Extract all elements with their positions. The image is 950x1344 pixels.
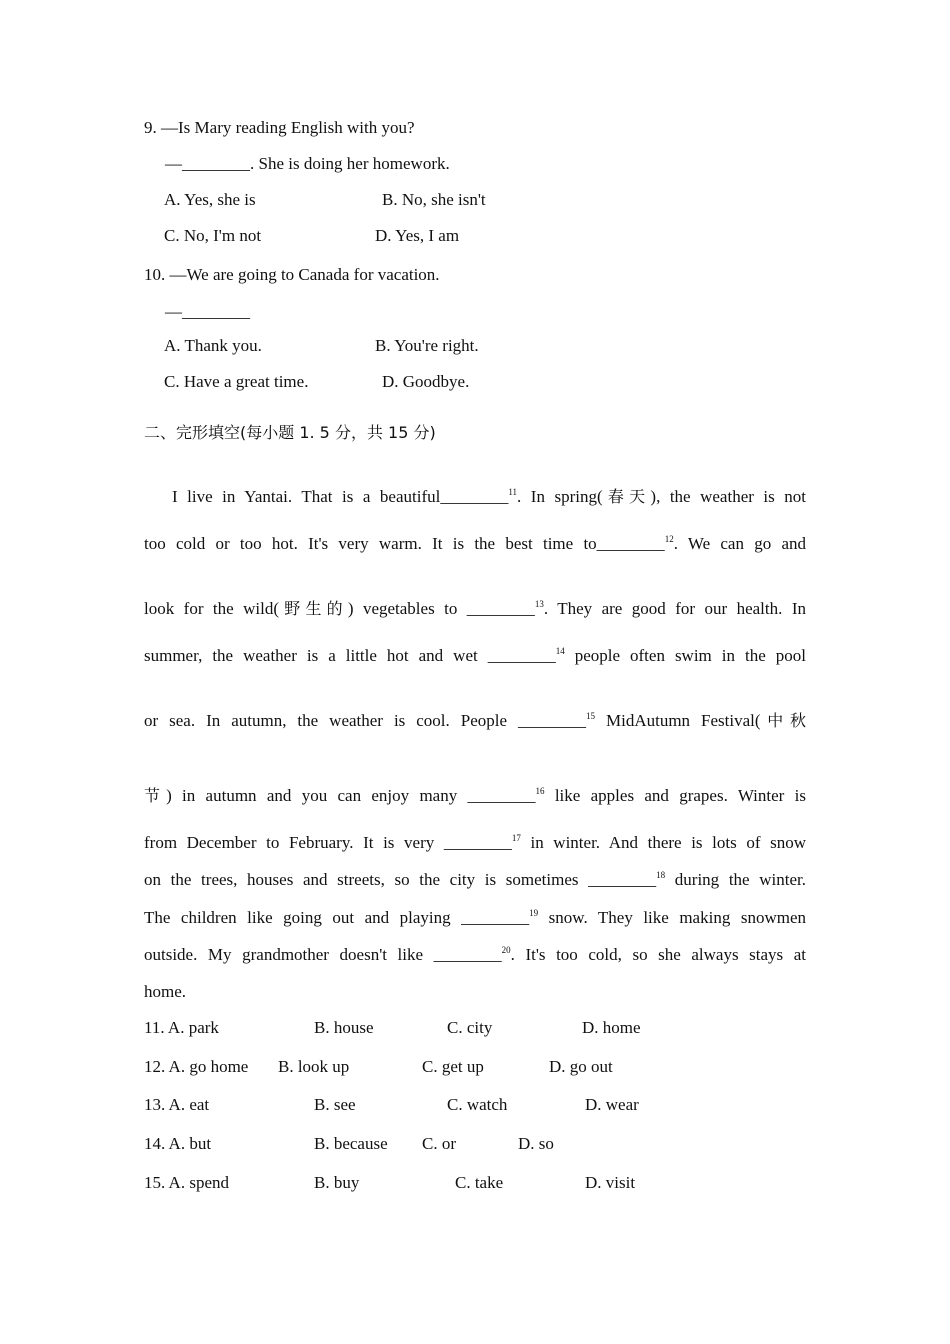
passage-line-7	[144, 832, 806, 854]
choice-13-b: B. see	[314, 1095, 356, 1114]
blank-number-11: 11	[508, 487, 518, 497]
choice-15-a: 15. A. spend	[144, 1173, 229, 1192]
question-10-answer-line: —________	[165, 302, 250, 321]
choice-12-a: 12. A. go home	[144, 1057, 249, 1076]
chinese-gloss: 野生的	[279, 599, 348, 618]
passage-text: or sea. In autumn, the weather is cool. People ________	[144, 711, 587, 730]
passage-line-8	[144, 869, 806, 891]
passage-line-5	[144, 710, 806, 732]
chinese-gloss: 春天	[602, 487, 651, 506]
choice-14-b: B. because	[314, 1134, 388, 1153]
blank-number-20: 20	[501, 945, 511, 955]
passage-text: people often swim in the pool	[564, 646, 806, 665]
blank-number-16: 16	[535, 786, 545, 796]
passage-text: ), the weather is not	[650, 487, 806, 506]
passage-line-9	[144, 907, 806, 929]
chinese-gloss: 中秋	[760, 711, 806, 730]
question-10-option-b: B. You're right.	[375, 336, 479, 355]
blank-number-19: 19	[529, 908, 539, 918]
question-10-prompt: 10. —We are going to Canada for vacation.	[144, 265, 440, 284]
passage-text: on the trees, houses and streets, so the city is sometimes ________	[144, 870, 657, 889]
passage-line-4	[144, 645, 806, 667]
question-10-option-c: C. Have a great time.	[164, 372, 309, 391]
choice-11-b: B. house	[314, 1018, 374, 1037]
choice-11-c: C. city	[447, 1018, 493, 1037]
choice-12-d: D. go out	[549, 1057, 613, 1076]
passage-text: in winter. And there is lots of snow	[520, 833, 807, 852]
passage-text: MidAutumn Festival(	[595, 711, 761, 730]
choice-14-d: D. so	[518, 1134, 554, 1153]
section-2-heading: 二、完形填空(每小题 1. 5 分，共 15 分)	[144, 423, 436, 442]
choice-14-a: 14. A. but	[144, 1134, 212, 1153]
choice-14-c: C. or	[422, 1134, 456, 1153]
passage-text: . It's too cold, so she always stays at	[510, 945, 806, 964]
passage-line-11	[144, 981, 806, 1003]
passage-line-6	[144, 785, 806, 807]
passage-text: home.	[144, 982, 187, 1001]
choice-13-a: 13. A. eat	[144, 1095, 210, 1114]
passage-line-3	[144, 598, 806, 620]
passage-text: ) in autumn and you can enjoy many ________	[166, 786, 536, 805]
question-9-option-a: A. Yes, she is	[164, 190, 256, 209]
passage-text: summer, the weather is a little hot and wet ________	[144, 646, 556, 665]
choice-12-c: C. get up	[422, 1057, 484, 1076]
passage-text: outside. My grandmother doesn't like ________	[144, 945, 502, 964]
passage-line-1	[172, 486, 806, 508]
blank-number-18: 18	[656, 870, 666, 880]
passage-text: during the winter.	[665, 870, 806, 889]
passage-text: . In spring(	[517, 487, 603, 506]
passage-line-2	[144, 533, 806, 555]
passage-text: like apples and grapes. Winter is	[544, 786, 806, 805]
question-10-option-a: A. Thank you.	[164, 336, 262, 355]
passage-text: look for the wild(	[144, 599, 280, 618]
question-9-prompt: 9. —Is Mary reading English with you?	[144, 118, 415, 137]
choice-15-d: D. visit	[585, 1173, 636, 1192]
question-9-option-c: C. No, I'm not	[164, 226, 262, 245]
passage-text: ) vegetables to ________	[347, 599, 535, 618]
choice-12-b: B. look up	[278, 1057, 350, 1076]
choice-11-a: 11. A. park	[144, 1018, 219, 1037]
blank-number-14: 14	[555, 646, 565, 656]
choice-13-c: C. watch	[447, 1095, 508, 1114]
blank-number-12: 12	[664, 534, 674, 544]
passage-line-10	[144, 944, 806, 966]
choice-15-c: C. take	[455, 1173, 504, 1192]
question-10-option-d: D. Goodbye.	[382, 372, 470, 391]
blank-number-13: 13	[534, 599, 544, 609]
blank-number-17: 17	[511, 833, 521, 843]
passage-text: . We can go and	[673, 534, 807, 553]
blank-number-15: 15	[586, 711, 596, 721]
passage-text: I live in Yantai. That is a beautiful________	[172, 487, 509, 506]
choice-11-d: D. home	[582, 1018, 641, 1037]
choice-15-b: B. buy	[314, 1173, 360, 1192]
question-9-option-d: D. Yes, I am	[375, 226, 460, 245]
question-9-option-b: B. No, she isn't	[382, 190, 486, 209]
question-9-answer-line: —________. She is doing her homework.	[165, 154, 450, 173]
passage-text: . They are good for our health. In	[543, 599, 806, 618]
passage-text: The children like going out and playing ________	[144, 908, 530, 927]
passage-text: too cold or too hot. It's very warm. It is the best time to________	[144, 534, 665, 553]
chinese-gloss: 节	[144, 786, 167, 805]
choice-13-d: D. wear	[585, 1095, 639, 1114]
passage-text: snow. They like making snowmen	[538, 908, 806, 927]
passage-text: from December to February. It is very ________	[144, 833, 512, 852]
